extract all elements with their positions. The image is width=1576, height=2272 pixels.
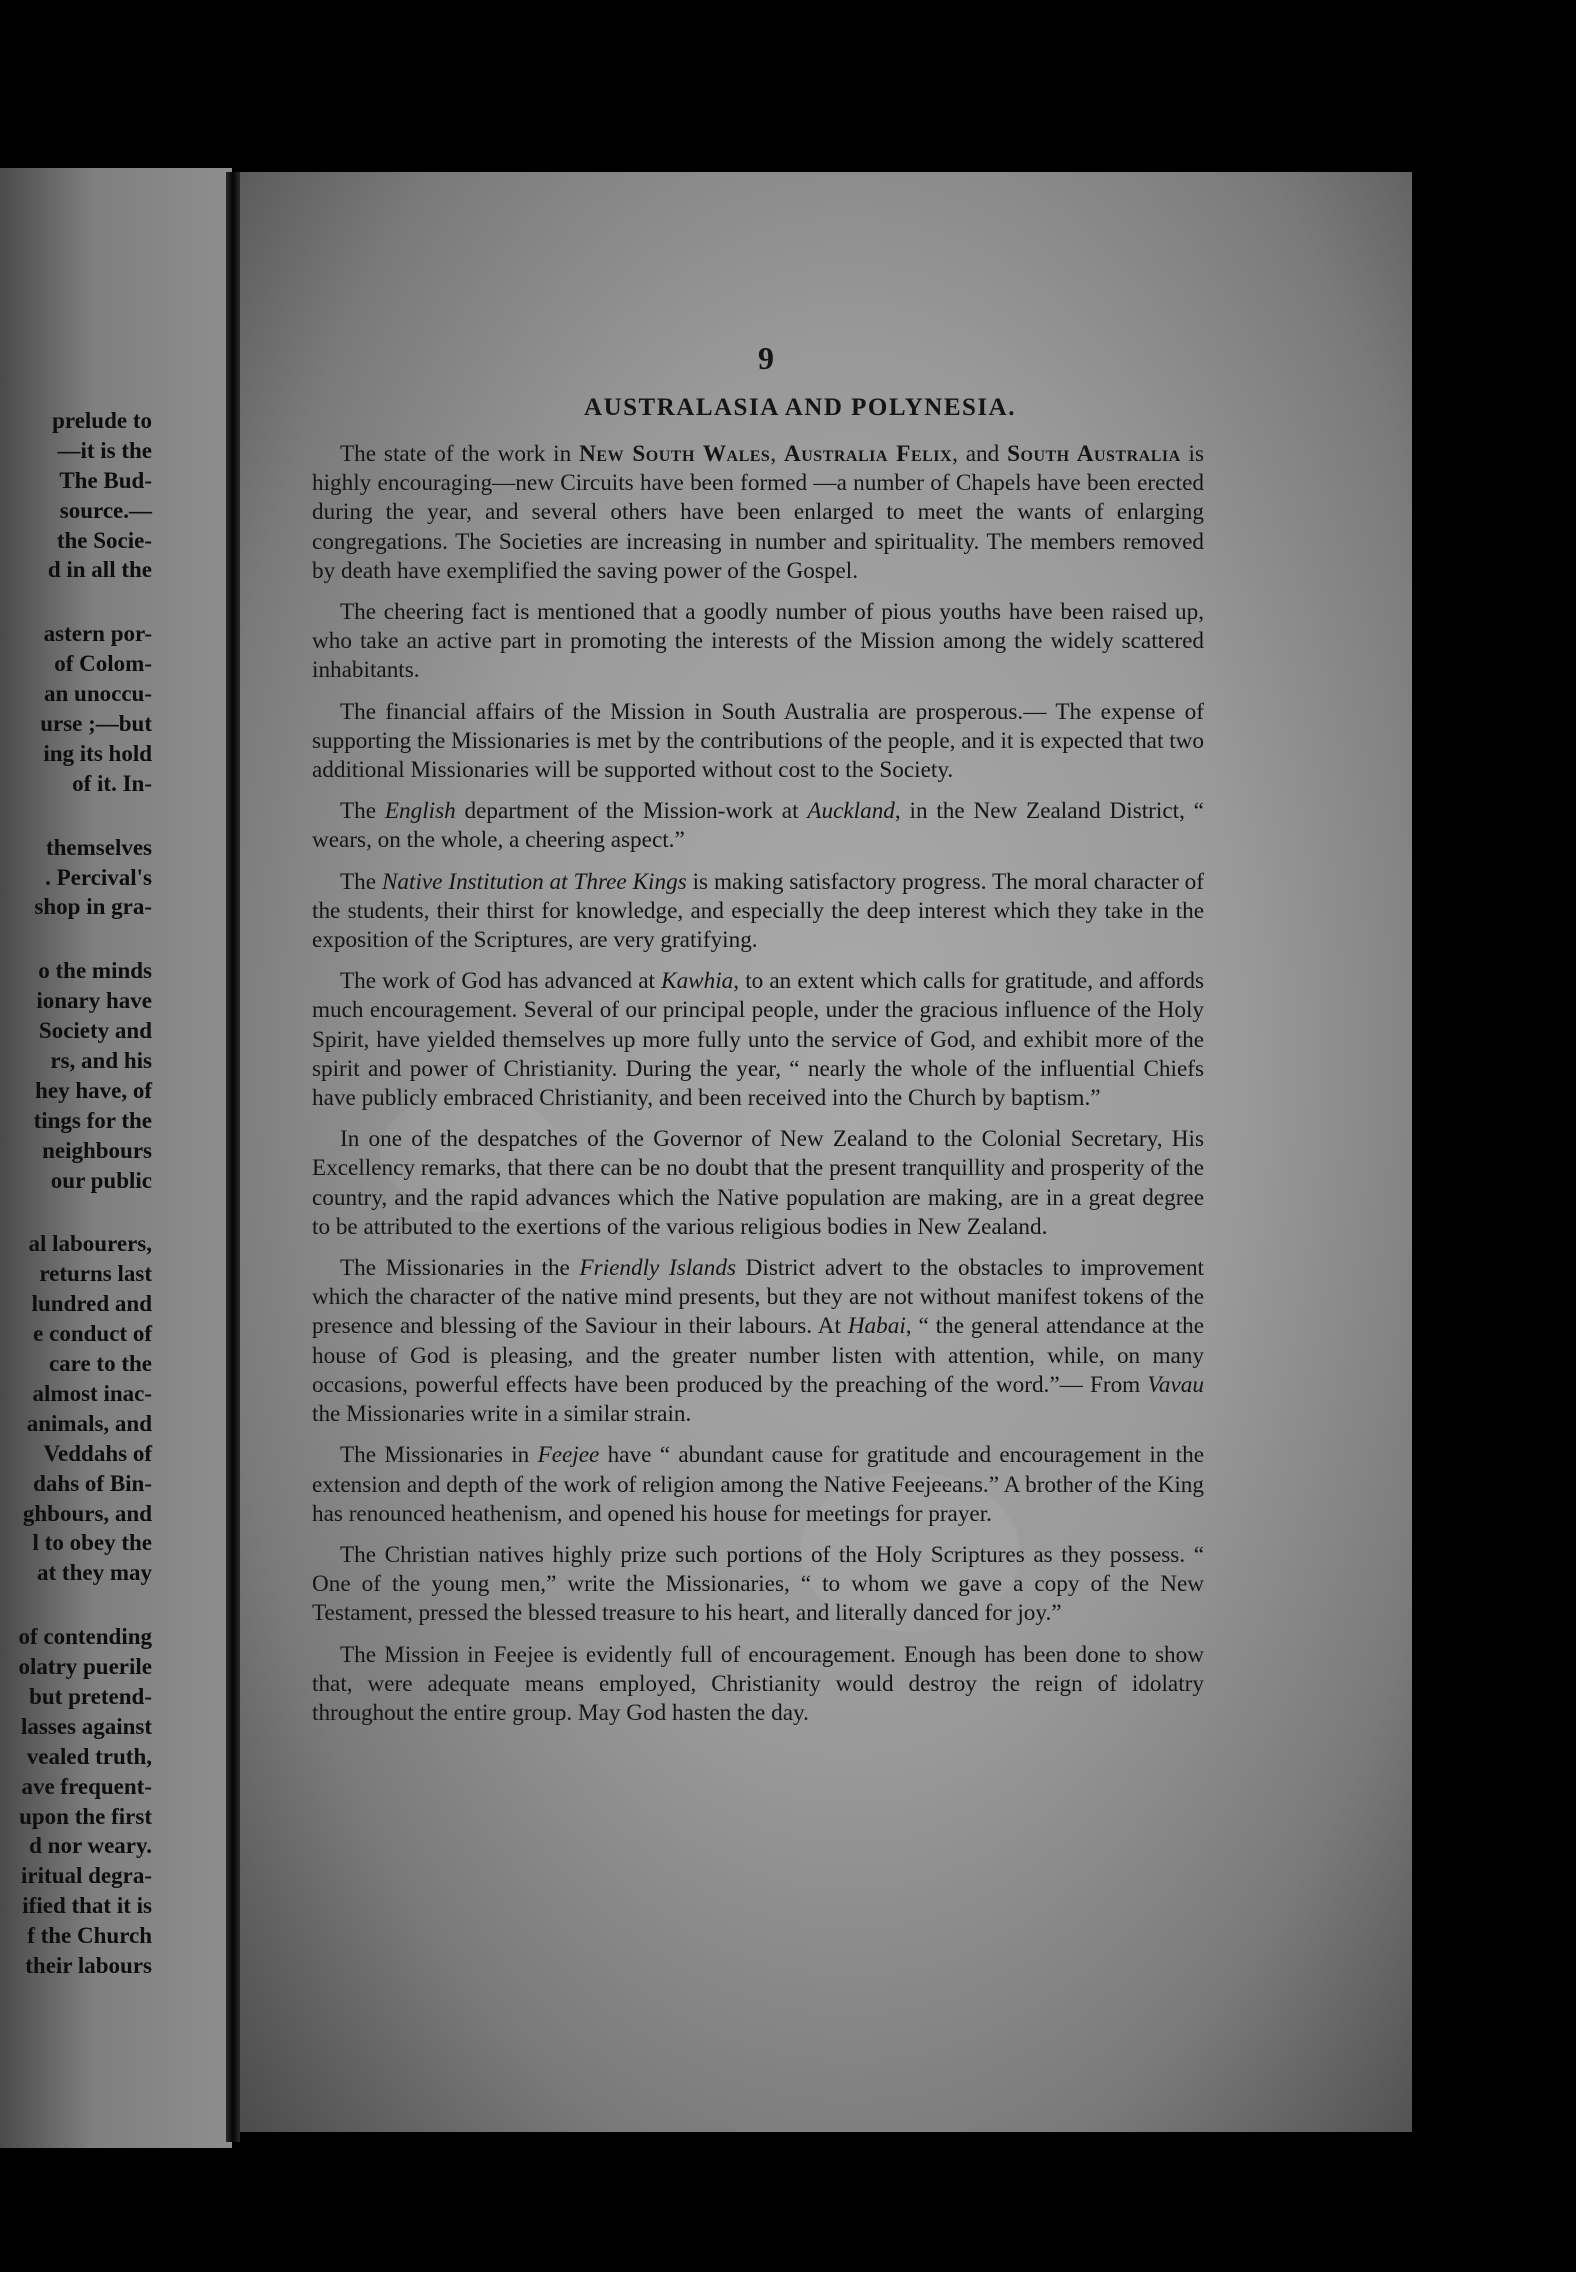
paragraph-text: , “ the general attendance at the house of God is pleasing, and the greater number listen with attention, while, on many occasions, powerful effects have been produced by the preaching of the word.”— From bbox=[312, 1313, 1204, 1398]
left-page-line: animals, and bbox=[26, 1410, 152, 1436]
right-page bbox=[240, 172, 1412, 2132]
left-page-line: at they may bbox=[37, 1560, 152, 1586]
left-page-line: of contending bbox=[18, 1624, 152, 1650]
paragraph-text: is highly encouraging—new Circuits have been formed —a number of Chapels have been erected during the year, and several others have been enlarged to meet the wants of enlarging congregations. The Societies are increasing in number and spirituality. The members removed by death have exemplified the saving power of the Gospel. bbox=[312, 441, 1204, 584]
left-page-line: olatry puerile bbox=[18, 1654, 152, 1680]
left-page-line: of Colom- bbox=[54, 651, 152, 677]
body-text bbox=[312, 440, 1204, 1740]
left-page-line: ified that it is bbox=[22, 1893, 152, 1919]
left-page-line: returns last bbox=[39, 1261, 152, 1287]
paragraph bbox=[312, 1254, 1204, 1429]
place-name: New South Wales bbox=[579, 441, 771, 467]
left-page-line: our public bbox=[50, 1167, 152, 1193]
paragraph bbox=[312, 1541, 1204, 1629]
left-page-line: an unoccu- bbox=[44, 681, 152, 707]
left-page-line: source.— bbox=[59, 497, 152, 523]
paragraph-text: department of the Mission-work at bbox=[455, 798, 808, 825]
left-page-text bbox=[0, 406, 152, 1981]
paragraph-text: The bbox=[340, 868, 382, 895]
paragraph-text: The Missionaries in bbox=[340, 1442, 538, 1469]
left-page-line: care to the bbox=[48, 1351, 152, 1377]
left-page-line: dahs of Bin- bbox=[33, 1470, 152, 1496]
left-page-line: almost inac- bbox=[32, 1380, 152, 1406]
italic-text: Habai bbox=[847, 1313, 906, 1340]
paragraph-text: is making satisfactory progress. The moral character of the students, their thirst for knowledge, and especially the deep interest which they take in the exposition of the Scriptures, are very gratifying. bbox=[312, 868, 1204, 954]
paragraph-text: In one of the despatches of the Governor of New Zealand to the Colonial Secretary, His Excellency remarks, that there can be no doubt that the present tranquillity and prosperity of the country, and the rapid advances which the Native population are making, are in a great degree to be attributed to the exertions of the various religious bodies in New Zealand. bbox=[312, 1126, 1204, 1240]
paragraph bbox=[312, 1641, 1204, 1729]
paragraph-text: The bbox=[340, 798, 385, 825]
left-page-line: urse ;—but bbox=[40, 711, 152, 737]
left-page-line: lasses against bbox=[21, 1713, 152, 1739]
paragraph-text: District advert to the obstacles to improvement which the character of the native mind presents, but they are not without manifest tokens of the presence and blessing of the Saviour in their labours. At bbox=[312, 1255, 1204, 1340]
left-page-line: iritual degra- bbox=[21, 1863, 152, 1889]
left-page-line: o the minds bbox=[38, 958, 152, 984]
paragraph bbox=[312, 1441, 1204, 1529]
place-name: Australia Felix bbox=[784, 441, 953, 467]
left-page-line: Society and bbox=[38, 1018, 152, 1044]
paragraph-text: The work of God has advanced at bbox=[340, 968, 662, 995]
paragraph-text: the Missionaries write in a similar strain. bbox=[312, 1401, 692, 1428]
left-page-line: their labours bbox=[25, 1952, 152, 1978]
left-page-line: of it. In- bbox=[72, 770, 152, 796]
paragraph-text: The Missionaries in the bbox=[340, 1255, 580, 1282]
paragraph bbox=[312, 868, 1204, 956]
paragraph-text: The Christian natives highly prize such portions of the Holy Scriptures as they possess. “ One of the young men,” write the Missionaries, “ to whom we gave a copy of the New Testament, pressed the blessed treasure to his heart, and literally danced for joy.” bbox=[312, 1541, 1204, 1627]
left-page-line: al labourers, bbox=[28, 1231, 152, 1257]
left-page-line: rs, and his bbox=[50, 1048, 152, 1074]
left-page-line: vealed truth, bbox=[26, 1743, 152, 1769]
paragraph bbox=[312, 598, 1204, 686]
paragraph-text: The cheering fact is mentioned that a goodly number of pious youths have been raised up, who take an active part in promoting the interests of the Mission among the widely scattered inhabitants. bbox=[312, 599, 1204, 684]
paragraph-text: have “ abundant cause for gratitude and encouragement in the extension and depth of the work of religion among the Native Feejeeans.” A brother of the King has renounced heathenism, and opened his house for meetings for prayer. bbox=[312, 1442, 1204, 1527]
left-page-line: e conduct of bbox=[33, 1321, 152, 1347]
left-page-line: astern por- bbox=[43, 621, 152, 647]
italic-text: English bbox=[384, 798, 456, 825]
italic-text: Kawhia bbox=[661, 968, 734, 995]
italic-text: Feejee bbox=[537, 1442, 600, 1469]
left-page-line: —it is the bbox=[57, 437, 152, 463]
italic-text: Auckland bbox=[807, 798, 895, 825]
paragraph-text: The Mission in Feejee is evidently full of encouragement. Enough has been done to show that, were adequate means employed, Christianity would destroy the reign of idolatry throughout the entire group. May God hasten the day. bbox=[312, 1641, 1204, 1726]
left-page-line: prelude to bbox=[52, 408, 152, 433]
paragraph bbox=[312, 967, 1204, 1113]
italic-text: Friendly Islands bbox=[579, 1255, 736, 1282]
left-page-line: d nor weary. bbox=[29, 1833, 152, 1859]
left-page-line: neighbours bbox=[42, 1137, 152, 1163]
paragraph-text: The financial affairs of the Mission in South Australia are prosperous.— The expense of supporting the Missionaries is met by the contributions of the people, and it is expected that two additional Missionaries will be supported without cost to the Society. bbox=[312, 698, 1204, 784]
left-page-line: . Percival's bbox=[45, 864, 152, 890]
left-page-line: The Bud- bbox=[59, 467, 152, 493]
book-gutter bbox=[226, 172, 240, 2142]
paragraph-text: The state of the work in bbox=[340, 441, 580, 467]
left-page-line: upon the first bbox=[19, 1803, 152, 1829]
left-page-line: ing its hold bbox=[43, 740, 152, 766]
left-page-line: l to obey the bbox=[32, 1530, 152, 1556]
left-page-line: themselves bbox=[45, 834, 152, 860]
left-page-fragment bbox=[0, 168, 232, 2148]
left-page-line: hey have, of bbox=[35, 1077, 152, 1103]
paragraph-text: , and bbox=[952, 441, 1008, 467]
left-page-line: the Socie- bbox=[56, 527, 152, 553]
left-page-line: shop in gra- bbox=[34, 894, 152, 920]
paragraph bbox=[312, 440, 1204, 586]
left-page-line: d in all the bbox=[47, 557, 152, 583]
paragraph-text: , to an extent which calls for gratitude, and affords much encouragement. Several of our principal people, under the gracious influence of the Holy Spirit, have yielded themselves up more fully unto the service of God, and exhibit more of the spirit and power of Christianity. During the year, “ nearly the whole of the influential Chiefs have publicly embraced Christianity, and been received into the Church by baptism.” bbox=[312, 968, 1205, 1112]
paragraph-text: , bbox=[770, 441, 784, 467]
italic-text: Vavau bbox=[1147, 1371, 1204, 1398]
page-number: 9 bbox=[758, 340, 774, 376]
left-page-line: Veddahs of bbox=[43, 1440, 152, 1466]
left-page-line: lundred and bbox=[31, 1291, 152, 1317]
paragraph bbox=[312, 797, 1204, 855]
left-page-line: ave frequent- bbox=[21, 1773, 152, 1799]
section-title: AUSTRALASIA AND POLYNESIA. bbox=[584, 394, 1016, 421]
paragraph bbox=[312, 698, 1204, 786]
italic-text: Native Institution at Three Kings bbox=[381, 868, 687, 895]
left-page-line: f the Church bbox=[27, 1923, 152, 1949]
paragraph bbox=[312, 1125, 1204, 1242]
left-page-line: tings for the bbox=[33, 1107, 152, 1133]
place-name: South Australia bbox=[1007, 441, 1181, 467]
left-page-line: ghbours, and bbox=[22, 1500, 152, 1526]
left-page-line: ionary have bbox=[36, 988, 152, 1014]
left-page-line: but pretend- bbox=[29, 1683, 152, 1709]
paragraph-text: , in the New Zealand District, “ wears, on the whole, a cheering aspect.” bbox=[312, 798, 1204, 854]
